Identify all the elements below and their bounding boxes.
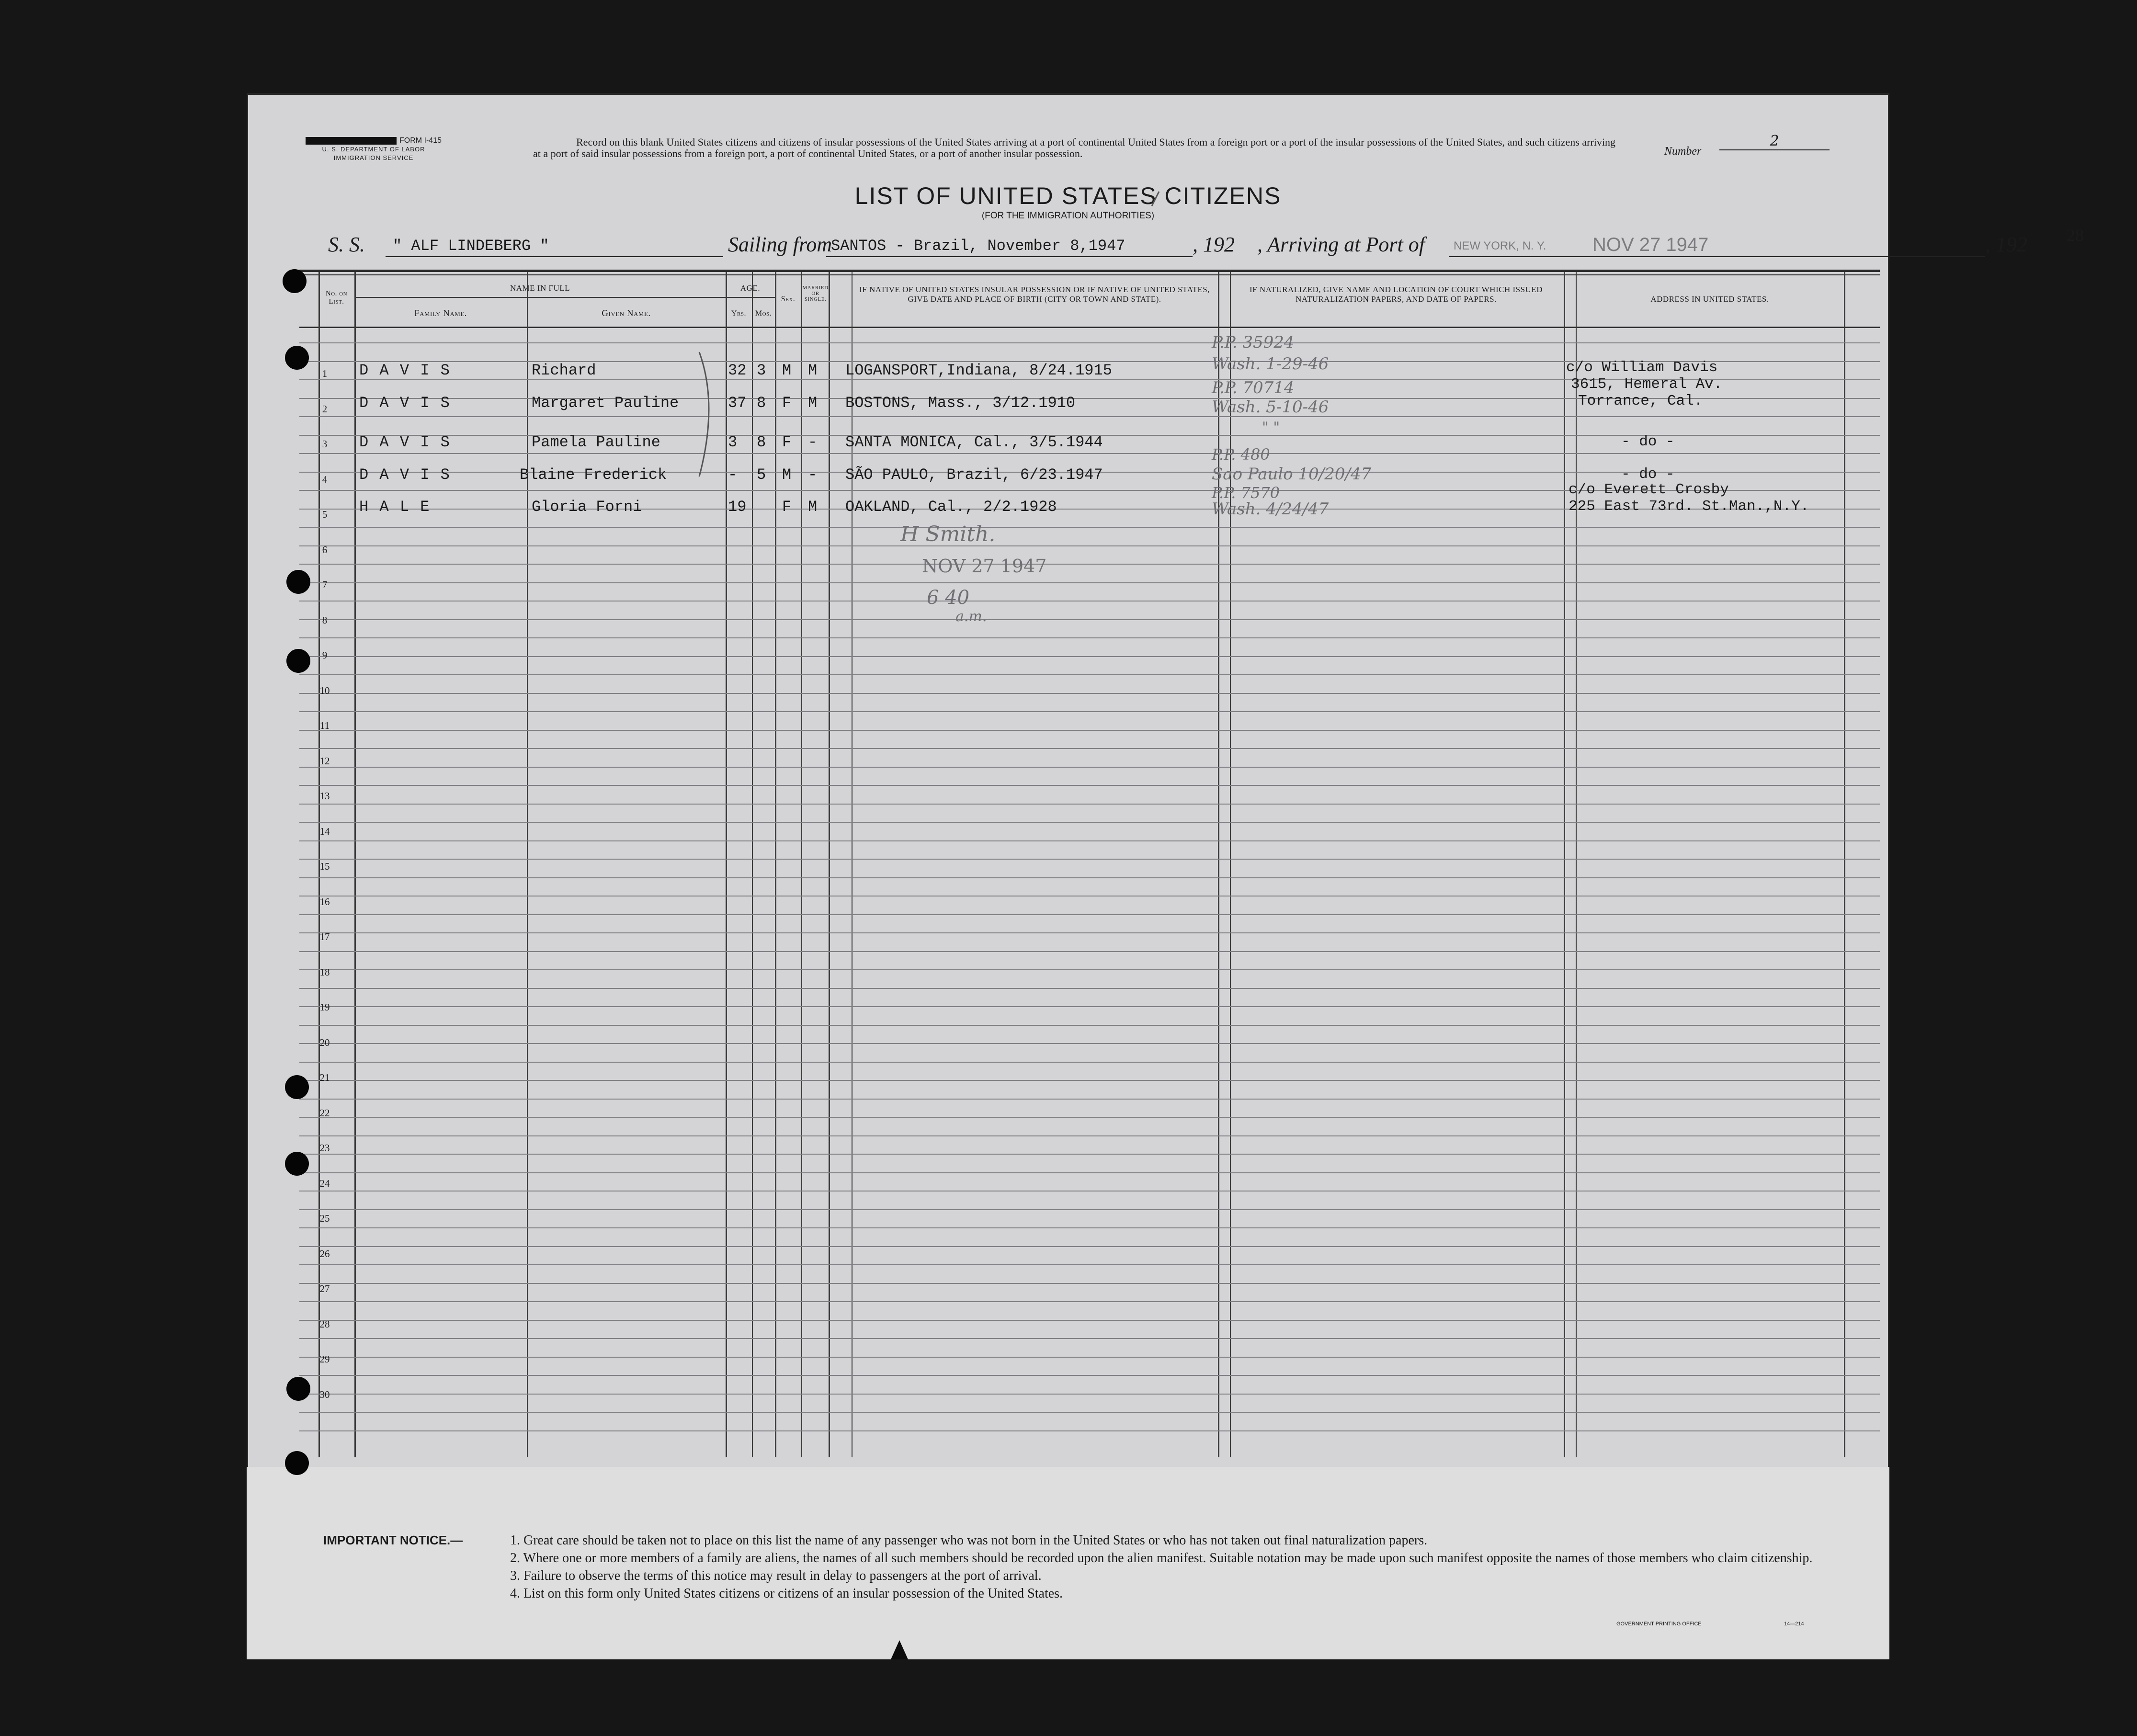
- notice-item-2: 2. Where one or more members of a family are aliens, the names of all such members should be recorded upon the alien manifest. Suitable notation may be made upon such manifest opposite the names of those members who claim citizenship.: [510, 1551, 1813, 1566]
- inspection-time: 6 40: [927, 587, 970, 609]
- row-number: 7: [322, 579, 328, 590]
- binder-hole: [285, 346, 309, 370]
- notice-item-3: 3. Failure to observe the terms of this notice may result in delay to passengers at the port of arrival.: [510, 1568, 1042, 1583]
- col-no-on-list: No. on List.: [325, 290, 348, 306]
- col-sex: Sex.: [781, 295, 796, 303]
- row-5-given: Gloria Forni: [532, 498, 642, 516]
- row-2-family: D A V I S: [359, 394, 451, 412]
- row-2-sex: F: [782, 394, 792, 412]
- row-number: 21: [319, 1072, 330, 1083]
- ruled-line: [299, 951, 1880, 952]
- ruled-line: [299, 1301, 1880, 1302]
- row-5-family: H A L E: [359, 498, 431, 516]
- ruled-line: [299, 1264, 1880, 1265]
- row-number: 10: [319, 684, 330, 696]
- ruled-line: [299, 1025, 1880, 1026]
- ruled-line: [299, 637, 1880, 638]
- ruled-line: [299, 730, 1880, 731]
- row-4-naturalized-date: Sao Paulo 10/20/47: [1212, 465, 1372, 484]
- row-number: 2: [322, 403, 328, 415]
- sailing-from-value: SANTOS - Brazil, November 8,1947: [831, 237, 1125, 255]
- inspection-time-suffix: a.m.: [955, 608, 987, 625]
- row-5-birth: OAKLAND, Cal., 2/2.1928: [845, 498, 1057, 516]
- ruled-line: [299, 804, 1880, 805]
- row-3-mos: 8: [757, 433, 766, 451]
- ruled-line: [299, 1246, 1880, 1247]
- ruled-line: [299, 1430, 1880, 1431]
- col-age: AGE.: [740, 284, 761, 293]
- row-3-naturalized-ditto: " ": [1262, 419, 1280, 436]
- ruled-line: [299, 1394, 1880, 1395]
- row-number: 24: [319, 1177, 330, 1189]
- row-number: 9: [322, 649, 328, 661]
- ruled-line: [299, 840, 1880, 841]
- ruled-line: [299, 1154, 1880, 1155]
- row-number: 3: [322, 438, 328, 450]
- sailing-from-label: Sailing from: [728, 233, 832, 256]
- row-number: 27: [319, 1283, 330, 1294]
- row-number: 25: [319, 1213, 330, 1224]
- year-prefix-1: , 192: [1193, 233, 1235, 256]
- printing-office: GOVERNMENT PRINTING OFFICE: [1616, 1621, 1702, 1627]
- col-family-name: Family Name.: [414, 308, 467, 318]
- arrival-date-stamp: NOV 27 1947: [1592, 234, 1709, 255]
- ruled-line: [299, 1357, 1880, 1358]
- ruled-line: [299, 1209, 1880, 1210]
- row-number: 17: [319, 931, 330, 942]
- number-label: Number: [1664, 145, 1702, 158]
- row-5-naturalized-papers: P.P. 7570: [1212, 484, 1280, 502]
- col-married-single: MARRIED OR SINGLE.: [802, 285, 829, 302]
- arriving-label: , Arriving at Port of: [1257, 233, 1425, 256]
- row-4-naturalized-papers: P.P. 480: [1212, 445, 1270, 464]
- binder-hole: [286, 649, 310, 673]
- ruled-line: [299, 877, 1880, 878]
- row-number: 30: [319, 1388, 330, 1400]
- ruled-line: [299, 582, 1880, 583]
- row-1-yrs: 32: [728, 362, 747, 379]
- ruled-line: [299, 785, 1880, 786]
- inspection-date-stamp: NOV 27 1947: [922, 556, 1047, 577]
- col-mos: Mos.: [755, 309, 772, 318]
- ruled-line: [299, 1375, 1880, 1376]
- binder-hole: [286, 1377, 310, 1401]
- inspector-signature: H Smith.: [900, 522, 996, 546]
- row-3-yrs: 3: [728, 433, 738, 451]
- manifest-sheet: [247, 93, 2084, 1659]
- address-line-2: 3615, Hemeral Av.: [1571, 376, 1723, 393]
- row-2-birth: BOSTONS, Mass., 3/12.1910: [845, 394, 1076, 412]
- row-number: 1: [322, 368, 328, 379]
- row-number: 16: [319, 896, 330, 908]
- ruled-line: [299, 619, 1880, 620]
- row-4-birth: SÃO PAULO, Brazil, 6/23.1947: [845, 466, 1103, 484]
- ruled-line: [299, 656, 1880, 657]
- row-5-sex: F: [782, 498, 792, 516]
- row-1-marital: M: [808, 362, 818, 379]
- row-4-sex: M: [782, 466, 792, 484]
- ruled-line: [299, 674, 1880, 675]
- notice-lead: IMPORTANT NOTICE.—: [323, 1533, 463, 1547]
- row-2-naturalized-papers: P.P. 70714: [1212, 378, 1295, 397]
- ruled-line: [299, 1283, 1880, 1284]
- row-4-marital: -: [808, 466, 818, 484]
- row-3-family: D A V I S: [359, 433, 451, 451]
- row-number: 18: [319, 966, 330, 978]
- binder-hole: [285, 1451, 309, 1475]
- ruled-line: [299, 1006, 1880, 1007]
- form-code: 14—214: [1784, 1621, 1804, 1627]
- row-number: 6: [322, 544, 328, 556]
- col-birth-place: IF NATIVE OF UNITED STATES INSULAR POSSESSION OR IF NATIVE OF UNITED STATES, GIVE DATE AND PLACE OF BIRTH (CITY OR TOWN AND STATE).: [859, 285, 1210, 304]
- row-3-sex: F: [782, 433, 792, 451]
- ruled-line: [299, 1227, 1880, 1228]
- row-number: 5: [322, 509, 328, 520]
- row-number: 12: [319, 755, 330, 767]
- port-stamp: NEW YORK, N. Y.: [1454, 239, 1546, 252]
- row-5-yrs: 19: [728, 498, 747, 516]
- row-number: 13: [319, 790, 330, 802]
- ruled-line: [299, 748, 1880, 749]
- row-5-marital: M: [808, 498, 818, 516]
- ruled-line: [299, 1080, 1880, 1081]
- row-number: 20: [319, 1036, 330, 1048]
- ruled-line: [299, 1117, 1880, 1118]
- col-naturalized: IF NATURALIZED, GIVE NAME AND LOCATION OF COURT WHICH ISSUED NATURALIZATION PAPERS, AND DATE OF PAPERS.: [1249, 285, 1543, 304]
- notice-item-4: 4. List on this form only United States citizens or citizens of an insular possession of the United States.: [510, 1586, 1063, 1601]
- row-number: 8: [322, 614, 328, 626]
- ruled-line: [299, 1135, 1880, 1136]
- binder-hole: [285, 1152, 309, 1176]
- row-3-birth: SANTA MONICA, Cal., 3/5.1944: [845, 433, 1103, 451]
- address-row-4-ditto: - do -: [1621, 466, 1675, 483]
- row-number: 29: [319, 1353, 330, 1365]
- row-number: 15: [319, 861, 330, 872]
- ruled-line: [299, 711, 1880, 712]
- row-1-naturalized-papers: P.P. 35924: [1212, 333, 1295, 352]
- ship-name: " ALF LINDEBERG ": [393, 237, 549, 255]
- row-3-given: Pamela Pauline: [532, 433, 660, 451]
- ruled-line: [299, 969, 1880, 970]
- instructions-text: Record on this blank United States citizens and citizens of insular possessions of the United States arriving at a port of continental United States from a foreign port or a port of the insular possessions of the United States, and such citizens arriving at a port of said insular possessions from a foreign port, a port of continental United States, or a port of another insular possession.: [533, 136, 1615, 159]
- row-number: 22: [319, 1107, 330, 1119]
- row-2-yrs: 37: [728, 394, 747, 412]
- page-number: 28: [2067, 226, 2084, 245]
- row-2-naturalized-date: Wash. 5-10-46: [1212, 397, 1329, 417]
- bracket-marks: [247, 93, 1889, 572]
- row-4-mos: 5: [757, 466, 766, 484]
- ruled-line: [299, 1043, 1880, 1044]
- row-2-marital: M: [808, 394, 818, 412]
- department-line: U. S. DEPARTMENT OF LABOR: [322, 146, 425, 153]
- address-line-1: c/o William Davis: [1566, 359, 1718, 376]
- col-address: ADDRESS IN UNITED STATES.: [1650, 295, 1769, 304]
- notice-item-1: 1. Great care should be taken not to place on this list the name of any passenger who was not born in the United States or who has not taken out final naturalization papers.: [510, 1533, 1428, 1548]
- row-number: 23: [319, 1142, 330, 1154]
- page-tab-mark: [891, 1640, 908, 1659]
- address-row-5-line-2: 225 East 73rd. St.Man.,N.Y.: [1569, 498, 1809, 515]
- row-4-family: D A V I S: [359, 466, 451, 484]
- row-2-mos: 8: [757, 394, 766, 412]
- form-label: FORM I-415: [399, 136, 442, 145]
- col-yrs: Yrs.: [731, 309, 746, 318]
- ruled-line: [299, 1172, 1880, 1173]
- row-3-marital: -: [808, 433, 818, 451]
- row-2-given: Margaret Pauline: [532, 394, 679, 412]
- row-number: 11: [319, 720, 330, 731]
- row-number: 19: [319, 1001, 330, 1013]
- ss-label: S. S.: [328, 233, 365, 256]
- page-title: LIST OF UNITED STATES CITIZENS: [854, 182, 1282, 209]
- ruled-line: [299, 1320, 1880, 1321]
- ruled-line: [299, 1412, 1880, 1413]
- col-given-name: Given Name.: [602, 308, 651, 318]
- year-prefix-2: , 192: [1985, 233, 2027, 256]
- page-subtitle: (FOR THE IMMIGRATION AUTHORITIES): [981, 211, 1155, 221]
- col-name-in-full: NAME IN FULL: [510, 284, 570, 293]
- number-value: 2: [1719, 133, 1830, 150]
- row-4-yrs: -: [728, 466, 738, 484]
- ruled-line: [299, 767, 1880, 768]
- row-number: 28: [319, 1318, 330, 1330]
- ruled-line: [299, 693, 1880, 694]
- row-number: 14: [319, 825, 330, 837]
- ruled-line: [299, 1099, 1880, 1100]
- row-5-naturalized-date: Wash. 4/24/47: [1212, 499, 1329, 519]
- ruled-line: [299, 914, 1880, 915]
- address-line-3: Torrance, Cal.: [1578, 393, 1703, 409]
- ruled-line: [299, 859, 1880, 860]
- row-4-given: Blaine Frederick: [520, 466, 667, 484]
- row-1-family: D A V I S: [359, 362, 451, 379]
- binder-hole: [286, 570, 310, 594]
- binder-hole: [285, 1075, 309, 1099]
- ruled-line: [299, 1338, 1880, 1339]
- service-line: IMMIGRATION SERVICE: [333, 154, 414, 162]
- row-number: 4: [322, 473, 328, 485]
- row-1-sex: M: [782, 362, 792, 379]
- address-row-3-ditto: - do -: [1621, 433, 1675, 450]
- ruled-line: [299, 932, 1880, 933]
- ruled-line: [299, 822, 1880, 823]
- ruled-line: [299, 1062, 1880, 1063]
- address-row-5-line-1: c/o Everett Crosby: [1569, 481, 1729, 498]
- binder-hole: [283, 269, 307, 293]
- row-1-birth: LOGANSPORT,Indiana, 8/24.1915: [845, 362, 1112, 379]
- row-number: 26: [319, 1248, 330, 1259]
- row-1-given: Richard: [532, 362, 596, 379]
- row-1-mos: 3: [757, 362, 766, 379]
- row-1-naturalized-date: Wash. 1-29-46: [1212, 354, 1329, 374]
- ruled-line: [299, 988, 1880, 989]
